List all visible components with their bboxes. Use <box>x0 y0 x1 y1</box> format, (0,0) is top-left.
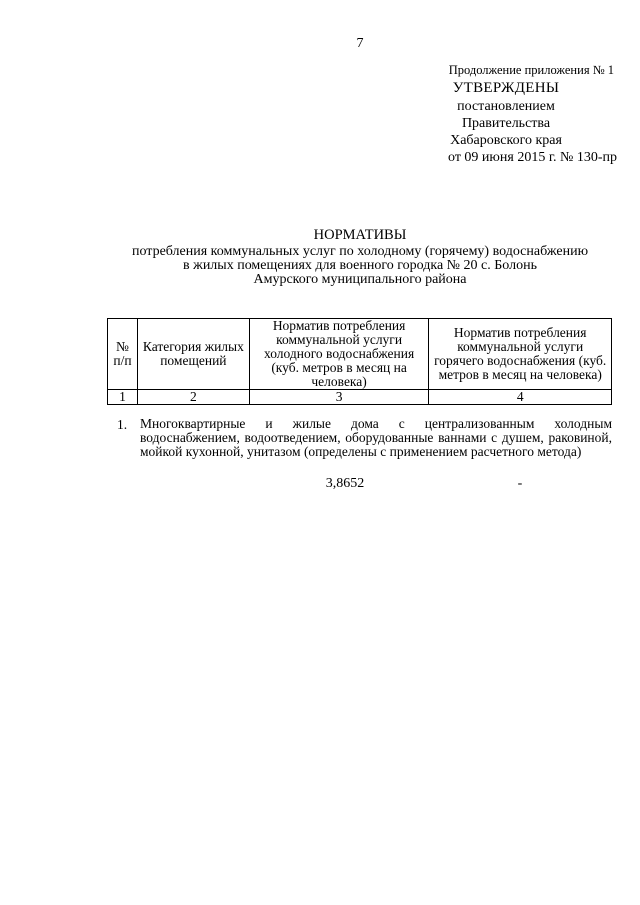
subtitle-line-1: потребления коммунальных услуг по холодному (горячему) водоснабжению <box>131 244 589 259</box>
norms-table <box>107 318 612 405</box>
hot-water-value: - <box>517 476 523 491</box>
document-title: НОРМАТИВЫ <box>313 227 407 243</box>
page-number: 7 <box>356 36 364 51</box>
document-subtitle <box>100 245 620 287</box>
subtitle-line-3: Амурского муниципального района <box>253 272 467 287</box>
approval-line-1: постановлением <box>457 99 555 114</box>
header-cold-water: Норматив потребления коммунальной услуги холодного водоснабжения (куб. метров в месяц на человека) <box>249 319 429 390</box>
approval-stamp <box>400 62 617 166</box>
approval-line-2: Правительства <box>461 116 551 131</box>
subtitle-line-2: в жилых помещениях для военного городка № 20 с. Болонь <box>183 258 537 273</box>
header-category: Категория жилых помещений <box>137 319 249 390</box>
header-number: № п/п <box>108 319 138 390</box>
column-number: 3 <box>249 390 429 405</box>
continuation-note: Продолжение приложения № 1 <box>448 63 614 77</box>
cold-water-value: 3,8652 <box>325 476 365 491</box>
row-number: 1. <box>117 417 128 432</box>
header-hot-water: Норматив потребления коммунальной услуги горячего водоснабжения (куб. метров в месяц на человека) <box>429 319 612 390</box>
approval-line-3: Хабаровского края <box>450 133 562 148</box>
column-number: 2 <box>137 390 249 405</box>
table-header-row <box>108 319 612 390</box>
column-number: 1 <box>108 390 138 405</box>
column-number: 4 <box>429 390 612 405</box>
column-numbers-row <box>108 390 612 405</box>
row-category: Многоквартирные и жилые дома с централизованным холодным водоснабжением, водоотведением, оборудованные ваннами с душем, раковиной, мойкой кухонной, унитазом (определены с применением расчетного метода) <box>140 416 612 459</box>
approved-heading: УТВЕРЖДЕНЫ <box>452 80 560 96</box>
approval-date: от 09 июня 2015 г. № 130-пр <box>448 150 617 165</box>
